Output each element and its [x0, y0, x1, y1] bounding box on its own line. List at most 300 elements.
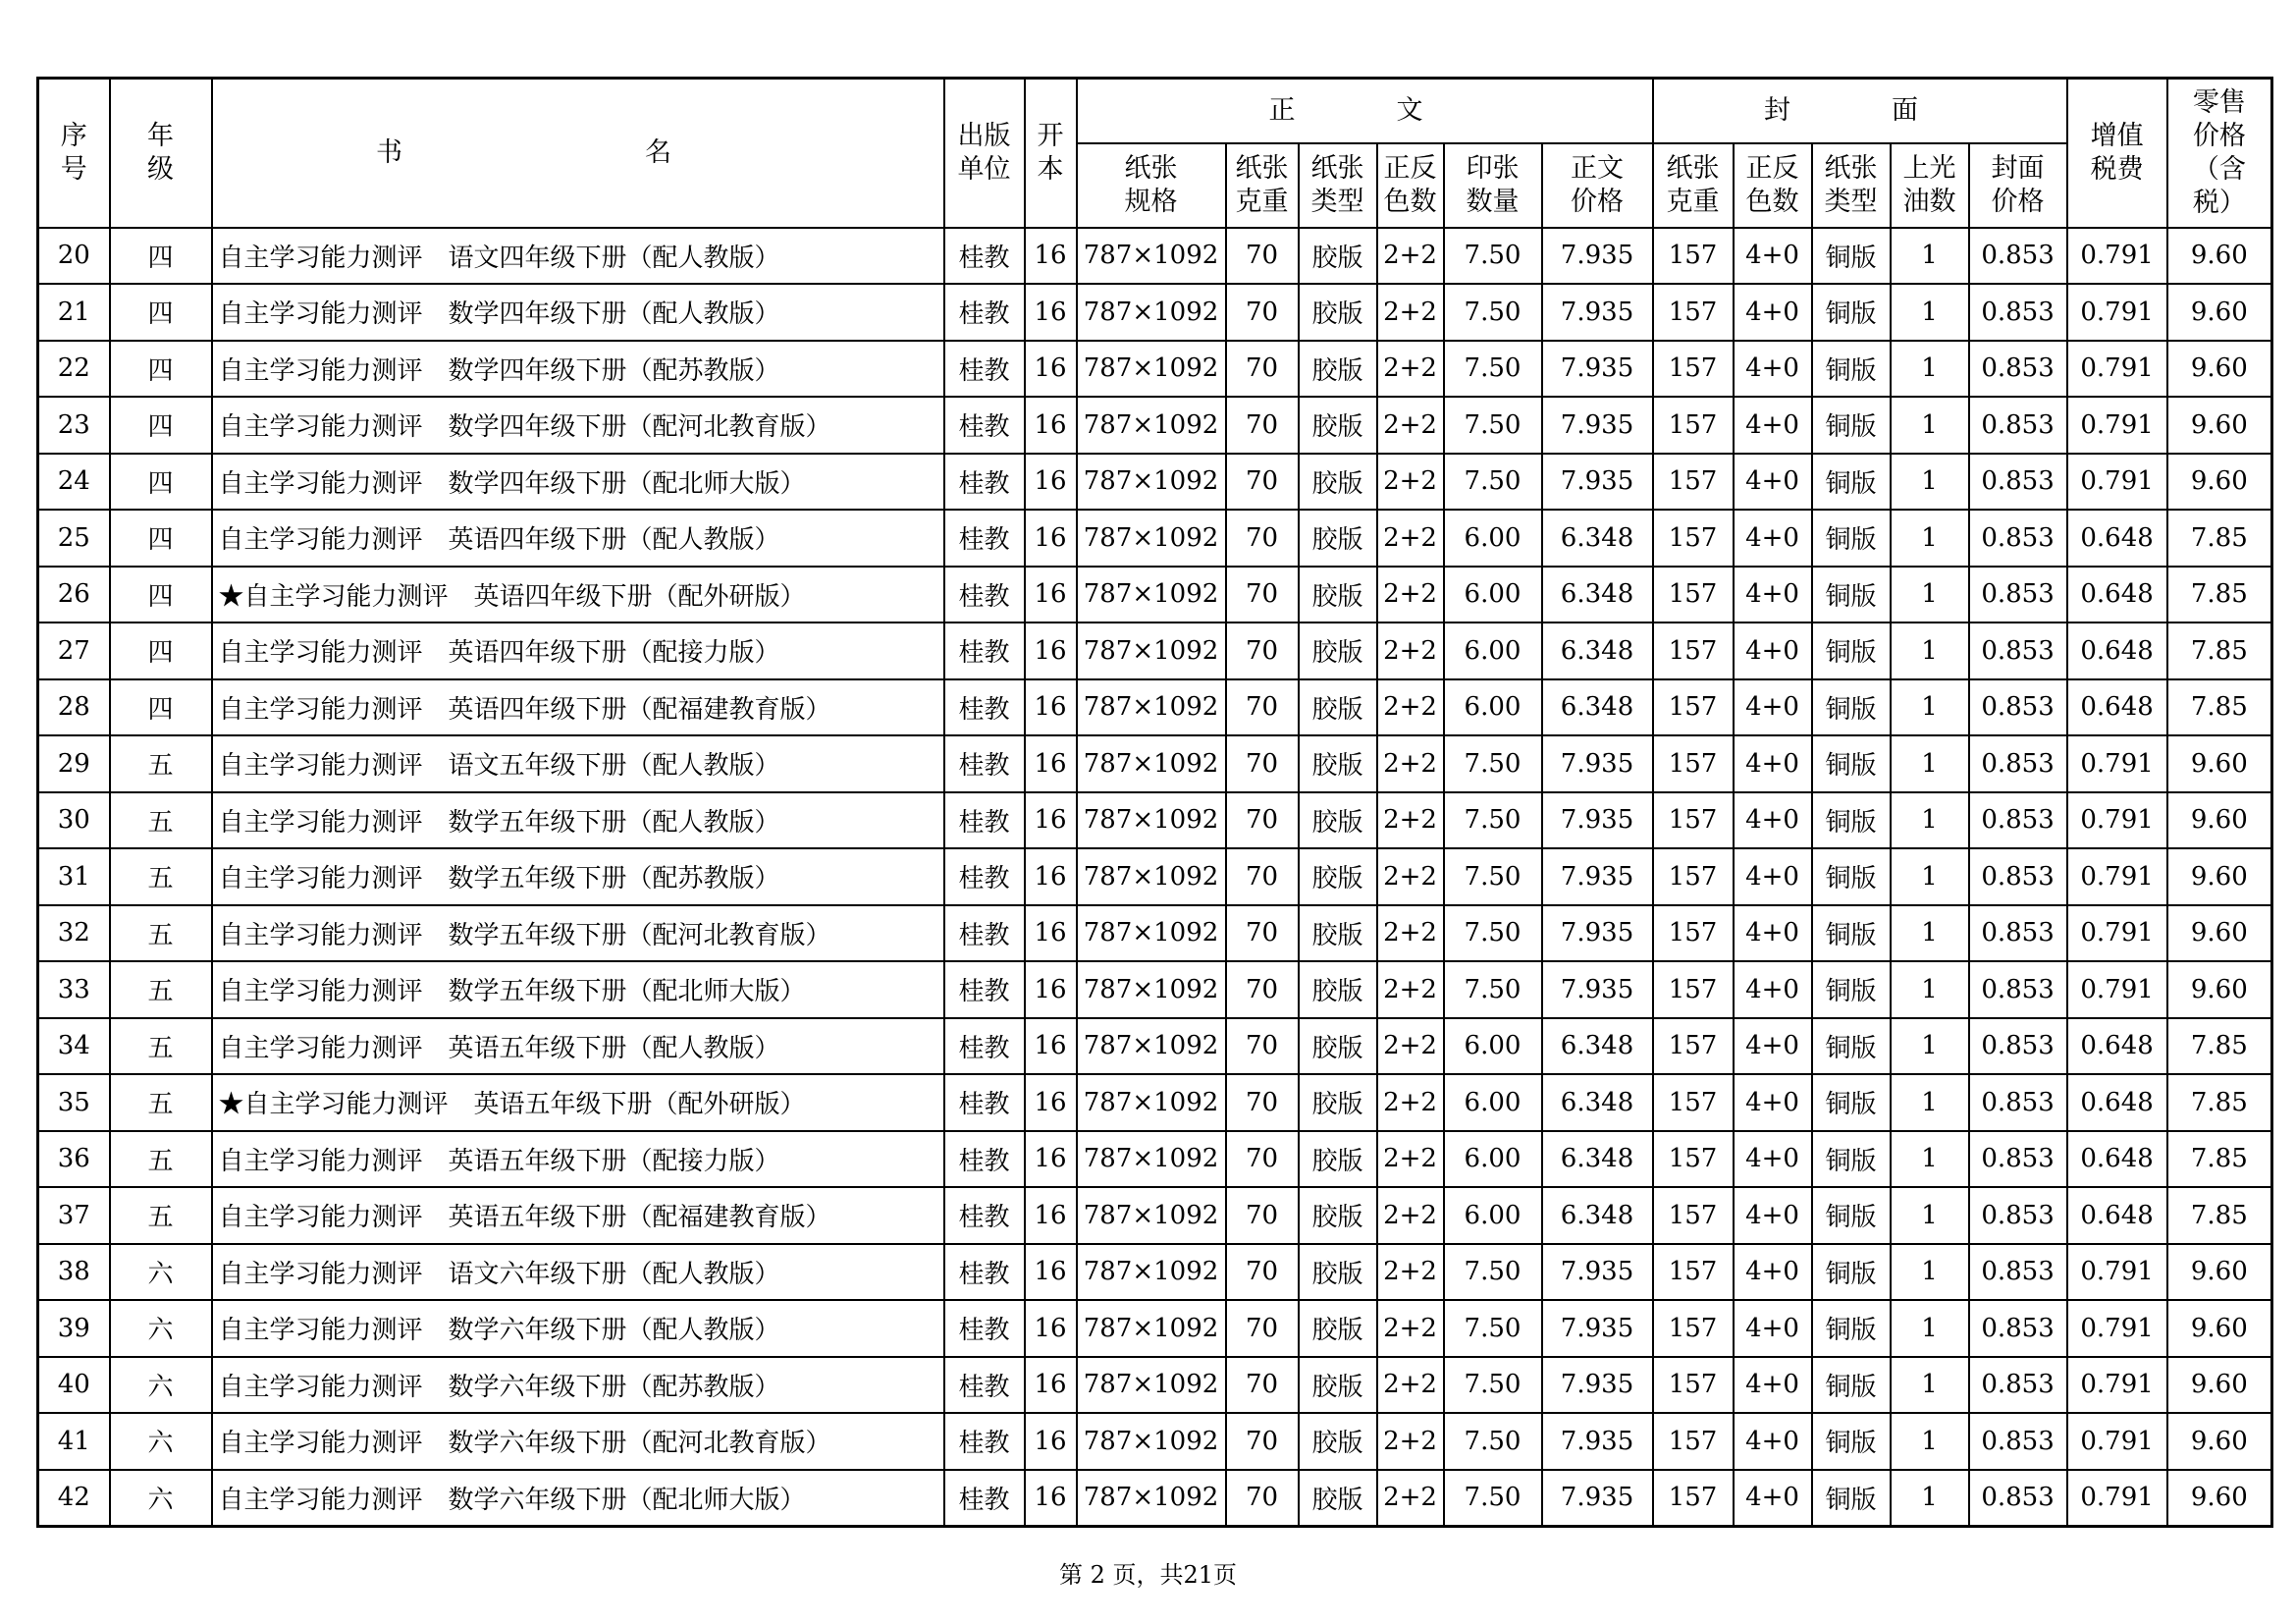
cell-cover-weight: 157 [1653, 679, 1734, 736]
cell-cover-type: 铜版 [1812, 1357, 1891, 1414]
cell-format: 16 [1025, 510, 1077, 567]
cell-varnish: 1 [1891, 792, 1969, 849]
cell-format: 16 [1025, 735, 1077, 792]
cell-body-price: 7.935 [1542, 905, 1653, 962]
cell-cover-type: 铜版 [1812, 679, 1891, 736]
header-retail: 零售价格（含税） [2167, 79, 2272, 228]
cell-print-qty: 7.50 [1444, 1357, 1542, 1414]
cell-cover-weight: 157 [1653, 567, 1734, 623]
cell-paper-spec: 787×1092 [1077, 1244, 1226, 1301]
cell-grade: 五 [110, 848, 212, 905]
cell-grade: 四 [110, 454, 212, 511]
cell-cover-type: 铜版 [1812, 1470, 1891, 1527]
cell-varnish: 1 [1891, 735, 1969, 792]
cell-colors: 2+2 [1377, 1470, 1444, 1527]
cell-format: 16 [1025, 961, 1077, 1018]
cell-title: 自主学习能力测评 数学六年级下册（配人教版） [212, 1300, 944, 1357]
cell-vat: 0.648 [2067, 623, 2167, 679]
cell-title: 自主学习能力测评 数学五年级下册（配苏教版） [212, 848, 944, 905]
cell-grade: 六 [110, 1357, 212, 1414]
cell-format: 16 [1025, 1187, 1077, 1244]
cell-paper-type: 胶版 [1299, 341, 1377, 398]
cell-grade: 五 [110, 735, 212, 792]
cell-title: 自主学习能力测评 语文五年级下册（配人教版） [212, 735, 944, 792]
cell-colors: 2+2 [1377, 623, 1444, 679]
cell-vat: 0.791 [2067, 792, 2167, 849]
cell-body-price: 7.935 [1542, 1244, 1653, 1301]
cell-grade: 四 [110, 397, 212, 454]
cell-title: 自主学习能力测评 语文四年级下册（配人教版） [212, 228, 944, 285]
cell-format: 16 [1025, 228, 1077, 285]
cell-paper-spec: 787×1092 [1077, 1300, 1226, 1357]
cell-vat: 0.791 [2067, 1300, 2167, 1357]
cell-seq: 28 [38, 679, 110, 736]
cell-format: 16 [1025, 1244, 1077, 1301]
cell-cover-weight: 157 [1653, 397, 1734, 454]
cell-grade: 四 [110, 567, 212, 623]
cell-grade: 五 [110, 1074, 212, 1131]
cell-varnish: 1 [1891, 1018, 1969, 1075]
cell-cover-colors: 4+0 [1734, 567, 1812, 623]
header-cover-paper-weight: 纸张克重 [1653, 143, 1734, 228]
cell-varnish: 1 [1891, 905, 1969, 962]
table-row [38, 1018, 2272, 1075]
table-row [38, 1413, 2272, 1470]
cell-vat: 0.791 [2067, 961, 2167, 1018]
cell-vat: 0.648 [2067, 679, 2167, 736]
cell-paper-spec: 787×1092 [1077, 228, 1226, 285]
cell-cover-price: 0.853 [1969, 679, 2067, 736]
cell-cover-colors: 4+0 [1734, 1413, 1812, 1470]
cell-seq: 37 [38, 1187, 110, 1244]
cell-retail: 9.60 [2167, 1244, 2272, 1301]
cell-print-qty: 6.00 [1444, 1131, 1542, 1188]
cell-colors: 2+2 [1377, 961, 1444, 1018]
cell-colors: 2+2 [1377, 1357, 1444, 1414]
cell-retail: 7.85 [2167, 1131, 2272, 1188]
header-grade: 年级 [110, 79, 212, 228]
header-cover-colors: 正反色数 [1734, 143, 1812, 228]
cell-cover-weight: 157 [1653, 1187, 1734, 1244]
cell-title: 自主学习能力测评 数学四年级下册（配河北教育版） [212, 397, 944, 454]
table-row [38, 1300, 2272, 1357]
cell-colors: 2+2 [1377, 228, 1444, 285]
header-body-paper-type: 纸张类型 [1299, 143, 1377, 228]
cell-publisher: 桂教 [944, 397, 1025, 454]
cell-paper-spec: 787×1092 [1077, 905, 1226, 962]
cell-vat: 0.791 [2067, 1413, 2167, 1470]
cell-title: 自主学习能力测评 英语四年级下册（配福建教育版） [212, 679, 944, 736]
cell-vat: 0.791 [2067, 454, 2167, 511]
cell-seq: 32 [38, 905, 110, 962]
cell-format: 16 [1025, 623, 1077, 679]
cell-format: 16 [1025, 905, 1077, 962]
header-cover-varnish: 上光油数 [1891, 143, 1969, 228]
cell-cover-colors: 4+0 [1734, 735, 1812, 792]
cell-cover-colors: 4+0 [1734, 905, 1812, 962]
cell-body-price: 7.935 [1542, 228, 1653, 285]
cell-publisher: 桂教 [944, 284, 1025, 341]
cell-vat: 0.648 [2067, 1187, 2167, 1244]
cell-body-price: 7.935 [1542, 792, 1653, 849]
cell-title: 自主学习能力测评 数学六年级下册（配北师大版） [212, 1470, 944, 1527]
cell-print-qty: 6.00 [1444, 679, 1542, 736]
cell-retail: 7.85 [2167, 679, 2272, 736]
cell-cover-colors: 4+0 [1734, 1357, 1812, 1414]
cell-title: ★自主学习能力测评 英语五年级下册（配外研版） [212, 1074, 944, 1131]
table-row [38, 1187, 2272, 1244]
cell-paper-weight: 70 [1226, 848, 1299, 905]
table-row [38, 454, 2272, 511]
cell-cover-weight: 157 [1653, 1018, 1734, 1075]
cell-cover-price: 0.853 [1969, 1018, 2067, 1075]
cell-cover-weight: 157 [1653, 454, 1734, 511]
cell-grade: 五 [110, 792, 212, 849]
cell-title: 自主学习能力测评 英语五年级下册（配接力版） [212, 1131, 944, 1188]
cell-cover-type: 铜版 [1812, 454, 1891, 511]
cell-cover-colors: 4+0 [1734, 397, 1812, 454]
cell-body-price: 6.348 [1542, 1187, 1653, 1244]
table-row [38, 1470, 2272, 1527]
cell-cover-price: 0.853 [1969, 961, 2067, 1018]
cell-vat: 0.791 [2067, 1244, 2167, 1301]
cell-varnish: 1 [1891, 284, 1969, 341]
cell-print-qty: 7.50 [1444, 905, 1542, 962]
table-row [38, 1357, 2272, 1414]
cell-title: 自主学习能力测评 英语四年级下册（配人教版） [212, 510, 944, 567]
cell-cover-price: 0.853 [1969, 792, 2067, 849]
cell-paper-weight: 70 [1226, 1470, 1299, 1527]
cell-cover-price: 0.853 [1969, 735, 2067, 792]
table-row [38, 228, 2272, 285]
cell-seq: 27 [38, 623, 110, 679]
cell-paper-weight: 70 [1226, 905, 1299, 962]
cell-publisher: 桂教 [944, 567, 1025, 623]
cell-seq: 26 [38, 567, 110, 623]
cell-grade: 六 [110, 1470, 212, 1527]
cell-paper-weight: 70 [1226, 1300, 1299, 1357]
cell-cover-colors: 4+0 [1734, 341, 1812, 398]
price-table [36, 77, 2273, 1528]
cell-format: 16 [1025, 792, 1077, 849]
cell-cover-price: 0.853 [1969, 1357, 2067, 1414]
cell-paper-weight: 70 [1226, 284, 1299, 341]
header-body-colors: 正反色数 [1377, 143, 1444, 228]
cell-varnish: 1 [1891, 679, 1969, 736]
cell-print-qty: 6.00 [1444, 567, 1542, 623]
cell-retail: 9.60 [2167, 1470, 2272, 1527]
cell-varnish: 1 [1891, 1413, 1969, 1470]
cell-cover-type: 铜版 [1812, 1131, 1891, 1188]
cell-body-price: 6.348 [1542, 1131, 1653, 1188]
cell-grade: 四 [110, 284, 212, 341]
cell-paper-spec: 787×1092 [1077, 961, 1226, 1018]
cell-retail: 7.85 [2167, 623, 2272, 679]
cell-paper-type: 胶版 [1299, 905, 1377, 962]
cell-colors: 2+2 [1377, 1018, 1444, 1075]
cell-paper-spec: 787×1092 [1077, 1357, 1226, 1414]
cell-cover-type: 铜版 [1812, 567, 1891, 623]
cell-print-qty: 7.50 [1444, 1300, 1542, 1357]
cell-varnish: 1 [1891, 510, 1969, 567]
cell-cover-price: 0.853 [1969, 1074, 2067, 1131]
cell-title: 自主学习能力测评 数学四年级下册（配苏教版） [212, 341, 944, 398]
cell-grade: 五 [110, 1131, 212, 1188]
cell-cover-price: 0.853 [1969, 228, 2067, 285]
cell-colors: 2+2 [1377, 341, 1444, 398]
cell-paper-type: 胶版 [1299, 1074, 1377, 1131]
cell-retail: 9.60 [2167, 735, 2272, 792]
cell-vat: 0.791 [2067, 228, 2167, 285]
cell-paper-spec: 787×1092 [1077, 848, 1226, 905]
cell-varnish: 1 [1891, 1357, 1969, 1414]
cell-colors: 2+2 [1377, 1300, 1444, 1357]
cell-publisher: 桂教 [944, 228, 1025, 285]
cell-varnish: 1 [1891, 1470, 1969, 1527]
cell-print-qty: 7.50 [1444, 848, 1542, 905]
cell-paper-type: 胶版 [1299, 454, 1377, 511]
cell-paper-weight: 70 [1226, 510, 1299, 567]
cell-publisher: 桂教 [944, 1187, 1025, 1244]
cell-paper-type: 胶版 [1299, 1413, 1377, 1470]
cell-publisher: 桂教 [944, 510, 1025, 567]
cell-varnish: 1 [1891, 1244, 1969, 1301]
cell-paper-spec: 787×1092 [1077, 792, 1226, 849]
cell-cover-weight: 157 [1653, 848, 1734, 905]
cell-body-price: 7.935 [1542, 735, 1653, 792]
cell-grade: 六 [110, 1413, 212, 1470]
cell-paper-weight: 70 [1226, 1357, 1299, 1414]
header-title: 书 名 [212, 79, 944, 228]
cell-cover-price: 0.853 [1969, 905, 2067, 962]
cell-cover-price: 0.853 [1969, 1131, 2067, 1188]
cell-paper-weight: 70 [1226, 397, 1299, 454]
cell-seq: 36 [38, 1131, 110, 1188]
header-seq: 序号 [38, 79, 110, 228]
cell-cover-colors: 4+0 [1734, 1244, 1812, 1301]
cell-paper-spec: 787×1092 [1077, 567, 1226, 623]
cell-colors: 2+2 [1377, 848, 1444, 905]
cell-paper-weight: 70 [1226, 961, 1299, 1018]
cell-retail: 9.60 [2167, 1300, 2272, 1357]
cell-grade: 四 [110, 623, 212, 679]
cell-grade: 四 [110, 510, 212, 567]
cell-retail: 9.60 [2167, 1357, 2272, 1414]
cell-retail: 9.60 [2167, 905, 2272, 962]
cell-seq: 39 [38, 1300, 110, 1357]
cell-colors: 2+2 [1377, 1131, 1444, 1188]
cell-publisher: 桂教 [944, 905, 1025, 962]
cell-cover-colors: 4+0 [1734, 1470, 1812, 1527]
cell-print-qty: 7.50 [1444, 397, 1542, 454]
cell-retail: 9.60 [2167, 284, 2272, 341]
cell-seq: 24 [38, 454, 110, 511]
cell-print-qty: 7.50 [1444, 1413, 1542, 1470]
cell-cover-colors: 4+0 [1734, 1187, 1812, 1244]
cell-publisher: 桂教 [944, 1244, 1025, 1301]
cell-cover-price: 0.853 [1969, 454, 2067, 511]
cell-cover-weight: 157 [1653, 961, 1734, 1018]
cell-retail: 9.60 [2167, 397, 2272, 454]
cell-seq: 41 [38, 1413, 110, 1470]
cell-format: 16 [1025, 284, 1077, 341]
table-row [38, 735, 2272, 792]
cell-paper-spec: 787×1092 [1077, 1187, 1226, 1244]
cell-seq: 33 [38, 961, 110, 1018]
cell-cover-colors: 4+0 [1734, 284, 1812, 341]
cell-retail: 9.60 [2167, 961, 2272, 1018]
cell-cover-price: 0.853 [1969, 623, 2067, 679]
cell-paper-weight: 70 [1226, 623, 1299, 679]
cell-seq: 34 [38, 1018, 110, 1075]
cell-print-qty: 7.50 [1444, 228, 1542, 285]
cell-paper-weight: 70 [1226, 1413, 1299, 1470]
cell-grade: 四 [110, 679, 212, 736]
cell-publisher: 桂教 [944, 623, 1025, 679]
cell-varnish: 1 [1891, 961, 1969, 1018]
cell-cover-price: 0.853 [1969, 284, 2067, 341]
cell-cover-colors: 4+0 [1734, 848, 1812, 905]
cell-format: 16 [1025, 341, 1077, 398]
cell-cover-weight: 157 [1653, 1131, 1734, 1188]
cell-cover-type: 铜版 [1812, 1074, 1891, 1131]
cell-title: 自主学习能力测评 数学六年级下册（配苏教版） [212, 1357, 944, 1414]
cell-publisher: 桂教 [944, 1300, 1025, 1357]
cell-varnish: 1 [1891, 623, 1969, 679]
cell-retail: 7.85 [2167, 510, 2272, 567]
cell-vat: 0.648 [2067, 1074, 2167, 1131]
cell-body-price: 7.935 [1542, 397, 1653, 454]
cell-paper-type: 胶版 [1299, 567, 1377, 623]
table-row [38, 679, 2272, 736]
cell-paper-weight: 70 [1226, 735, 1299, 792]
cell-cover-weight: 157 [1653, 1470, 1734, 1527]
cell-cover-type: 铜版 [1812, 905, 1891, 962]
cell-format: 16 [1025, 679, 1077, 736]
cell-body-price: 7.935 [1542, 848, 1653, 905]
cell-cover-price: 0.853 [1969, 341, 2067, 398]
cell-paper-spec: 787×1092 [1077, 284, 1226, 341]
cell-publisher: 桂教 [944, 1413, 1025, 1470]
cell-paper-type: 胶版 [1299, 735, 1377, 792]
table-body [38, 228, 2272, 1527]
header-body-price: 正文价格 [1542, 143, 1653, 228]
cell-cover-type: 铜版 [1812, 792, 1891, 849]
cell-body-price: 7.935 [1542, 1357, 1653, 1414]
cell-seq: 22 [38, 341, 110, 398]
cell-format: 16 [1025, 1413, 1077, 1470]
cell-title: 自主学习能力测评 数学五年级下册（配人教版） [212, 792, 944, 849]
cell-cover-colors: 4+0 [1734, 454, 1812, 511]
cell-colors: 2+2 [1377, 510, 1444, 567]
cell-cover-weight: 157 [1653, 735, 1734, 792]
cell-print-qty: 7.50 [1444, 1470, 1542, 1527]
table-row [38, 341, 2272, 398]
cell-varnish: 1 [1891, 848, 1969, 905]
cell-retail: 9.60 [2167, 341, 2272, 398]
cell-paper-weight: 70 [1226, 679, 1299, 736]
cell-paper-spec: 787×1092 [1077, 1470, 1226, 1527]
cell-cover-type: 铜版 [1812, 848, 1891, 905]
cell-paper-weight: 70 [1226, 1187, 1299, 1244]
cell-varnish: 1 [1891, 397, 1969, 454]
cell-cover-type: 铜版 [1812, 1244, 1891, 1301]
cell-varnish: 1 [1891, 454, 1969, 511]
cell-grade: 四 [110, 228, 212, 285]
cell-format: 16 [1025, 1131, 1077, 1188]
cell-paper-type: 胶版 [1299, 623, 1377, 679]
cell-body-price: 7.935 [1542, 1470, 1653, 1527]
cell-body-price: 7.935 [1542, 1300, 1653, 1357]
cell-print-qty: 7.50 [1444, 735, 1542, 792]
cell-retail: 7.85 [2167, 1187, 2272, 1244]
cell-paper-spec: 787×1092 [1077, 1413, 1226, 1470]
cell-paper-type: 胶版 [1299, 1018, 1377, 1075]
table-row [38, 1244, 2272, 1301]
cell-print-qty: 6.00 [1444, 1187, 1542, 1244]
cell-body-price: 7.935 [1542, 341, 1653, 398]
cell-seq: 38 [38, 1244, 110, 1301]
cell-cover-colors: 4+0 [1734, 1074, 1812, 1131]
cell-varnish: 1 [1891, 1300, 1969, 1357]
cell-vat: 0.791 [2067, 1357, 2167, 1414]
cell-print-qty: 6.00 [1444, 623, 1542, 679]
table-row [38, 1131, 2272, 1188]
cell-paper-type: 胶版 [1299, 679, 1377, 736]
cell-title: 自主学习能力测评 英语四年级下册（配接力版） [212, 623, 944, 679]
cell-retail: 9.60 [2167, 792, 2272, 849]
cell-seq: 40 [38, 1357, 110, 1414]
header-cover-paper-type: 纸张类型 [1812, 143, 1891, 228]
cell-varnish: 1 [1891, 1187, 1969, 1244]
cell-paper-type: 胶版 [1299, 1470, 1377, 1527]
cell-paper-spec: 787×1092 [1077, 510, 1226, 567]
cell-paper-spec: 787×1092 [1077, 1074, 1226, 1131]
cell-publisher: 桂教 [944, 679, 1025, 736]
cell-grade: 六 [110, 1300, 212, 1357]
cell-paper-spec: 787×1092 [1077, 454, 1226, 511]
cell-cover-colors: 4+0 [1734, 792, 1812, 849]
cell-paper-spec: 787×1092 [1077, 341, 1226, 398]
cell-colors: 2+2 [1377, 1413, 1444, 1470]
table-row [38, 510, 2272, 567]
cell-cover-price: 0.853 [1969, 1470, 2067, 1527]
cell-grade: 五 [110, 1187, 212, 1244]
table-row [38, 397, 2272, 454]
cell-publisher: 桂教 [944, 454, 1025, 511]
cell-format: 16 [1025, 1470, 1077, 1527]
cell-paper-weight: 70 [1226, 1018, 1299, 1075]
cell-publisher: 桂教 [944, 848, 1025, 905]
cell-publisher: 桂教 [944, 341, 1025, 398]
cell-title: 自主学习能力测评 数学六年级下册（配河北教育版） [212, 1413, 944, 1470]
cell-cover-price: 0.853 [1969, 1187, 2067, 1244]
cell-print-qty: 7.50 [1444, 454, 1542, 511]
cell-cover-colors: 4+0 [1734, 1018, 1812, 1075]
cell-cover-price: 0.853 [1969, 510, 2067, 567]
cell-vat: 0.791 [2067, 284, 2167, 341]
cell-seq: 25 [38, 510, 110, 567]
cell-cover-colors: 4+0 [1734, 961, 1812, 1018]
cell-publisher: 桂教 [944, 1131, 1025, 1188]
cell-title: 自主学习能力测评 数学五年级下册（配北师大版） [212, 961, 944, 1018]
cell-paper-spec: 787×1092 [1077, 1018, 1226, 1075]
cell-cover-colors: 4+0 [1734, 623, 1812, 679]
cell-paper-type: 胶版 [1299, 397, 1377, 454]
table-row [38, 284, 2272, 341]
cell-cover-price: 0.853 [1969, 848, 2067, 905]
cell-grade: 六 [110, 1244, 212, 1301]
